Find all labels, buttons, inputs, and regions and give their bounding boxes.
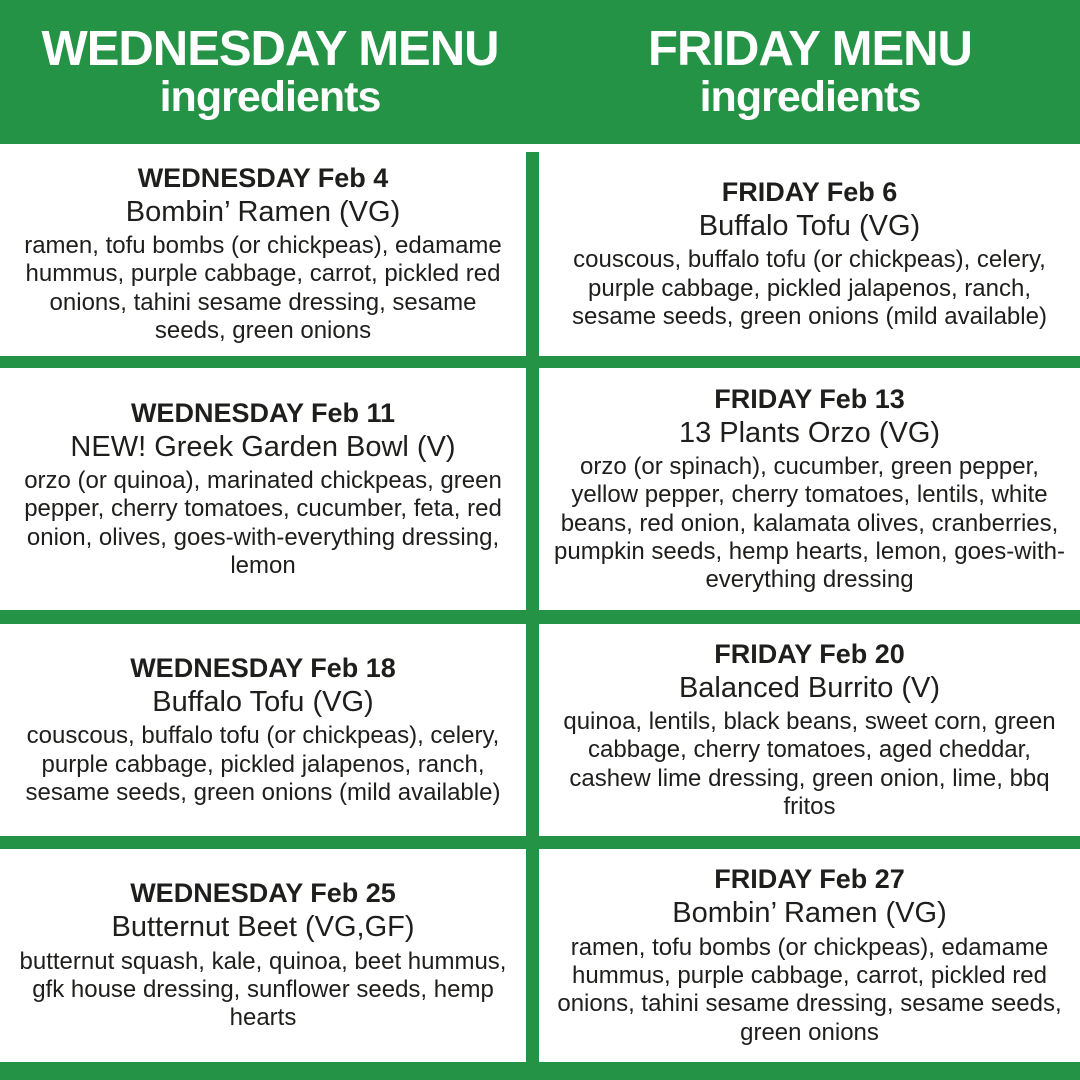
menu-cell-wed-feb-4 <box>0 152 526 356</box>
wednesday-menu-subtitle: ingredients <box>159 73 381 121</box>
friday-menu-title: FRIDAY MENU <box>648 22 972 76</box>
wednesday-menu-title: WEDNESDAY MENU <box>41 22 499 76</box>
cell-dish: Bombin’ Ramen (VG) <box>672 897 947 930</box>
menu-cell-fri-feb-27 <box>539 849 1080 1062</box>
menu-cell-fri-feb-6 <box>539 152 1080 356</box>
menu-cell-fri-feb-13 <box>539 368 1080 610</box>
menu-cell-fri-feb-20 <box>539 624 1080 836</box>
cell-date: WEDNESDAY Feb 18 <box>130 652 396 683</box>
menu-cell-wed-feb-18 <box>0 624 526 836</box>
cell-date: WEDNESDAY Feb 4 <box>137 162 389 193</box>
cell-date: FRIDAY Feb 20 <box>714 638 905 669</box>
header-wednesday <box>0 0 540 144</box>
header-divider-gap <box>0 144 1080 152</box>
friday-menu-subtitle: ingredients <box>699 73 921 121</box>
cell-ingredients: orzo (or spinach), cucumber, green pepper, yellow pepper, cherry tomatoes, lentils, white beans, red onion, kalamata olives, cranberries, pumpkin seeds, hemp hearts, lemon, goes-with-everything dressing <box>554 452 1065 594</box>
cell-ingredients: couscous, buffalo tofu (or chickpeas), celery, purple cabbage, pickled jalapenos, ranch, sesame seeds, green onions (mild available) <box>572 246 1047 330</box>
cell-date: FRIDAY Feb 6 <box>721 176 898 207</box>
cell-ingredients: orzo (or quinoa), marinated chickpeas, green pepper, cherry tomatoes, cucumber, feta, red onion, olives, goes-with-everything dressing, lemon <box>24 467 502 579</box>
cell-ingredients: ramen, tofu bombs (or chickpeas), edamame hummus, purple cabbage, carrot, pickled red onions, tahini sesame dressing, sesame seeds, green onions <box>24 232 502 344</box>
cell-dish: Butternut Beet (VG,GF) <box>111 911 415 944</box>
cell-dish: Bombin’ Ramen (VG) <box>125 195 401 228</box>
cell-date: FRIDAY Feb 13 <box>714 383 905 414</box>
menu-grid <box>0 152 1080 1080</box>
cell-ingredients: couscous, buffalo tofu (or chickpeas), celery, purple cabbage, pickled jalapenos, ranch, sesame seeds, green onions (mild available) <box>25 722 501 806</box>
menu-cell-wed-feb-25 <box>0 849 526 1062</box>
cell-ingredients: ramen, tofu bombs (or chickpeas), edamame hummus, purple cabbage, carrot, pickled red onions, tahini sesame dressing, sesame seeds, green onions <box>557 933 1062 1046</box>
cell-dish: NEW! Greek Garden Bowl (V) <box>70 430 456 463</box>
cell-dish: Buffalo Tofu (VG) <box>698 209 921 242</box>
menu-cell-wed-feb-11 <box>0 368 526 610</box>
poster-header <box>0 0 1080 144</box>
cell-ingredients: butternut squash, kale, quinoa, beet hummus, gfk house dressing, sunflower seeds, hemp hearts <box>19 947 507 1032</box>
cell-dish: 13 Plants Orzo (VG) <box>678 416 941 449</box>
cell-dish: Buffalo Tofu (VG) <box>152 685 374 718</box>
cell-dish: Balanced Burrito (V) <box>678 671 941 704</box>
cell-date: WEDNESDAY Feb 11 <box>130 397 396 428</box>
cell-ingredients: quinoa, lentils, black beans, sweet corn, green cabbage, cherry tomatoes, aged cheddar, cashew lime dressing, green onion, lime, bbq fritos <box>563 708 1056 820</box>
cell-date: FRIDAY Feb 27 <box>714 864 905 895</box>
cell-date: WEDNESDAY Feb 25 <box>130 878 396 909</box>
header-friday <box>540 0 1080 144</box>
